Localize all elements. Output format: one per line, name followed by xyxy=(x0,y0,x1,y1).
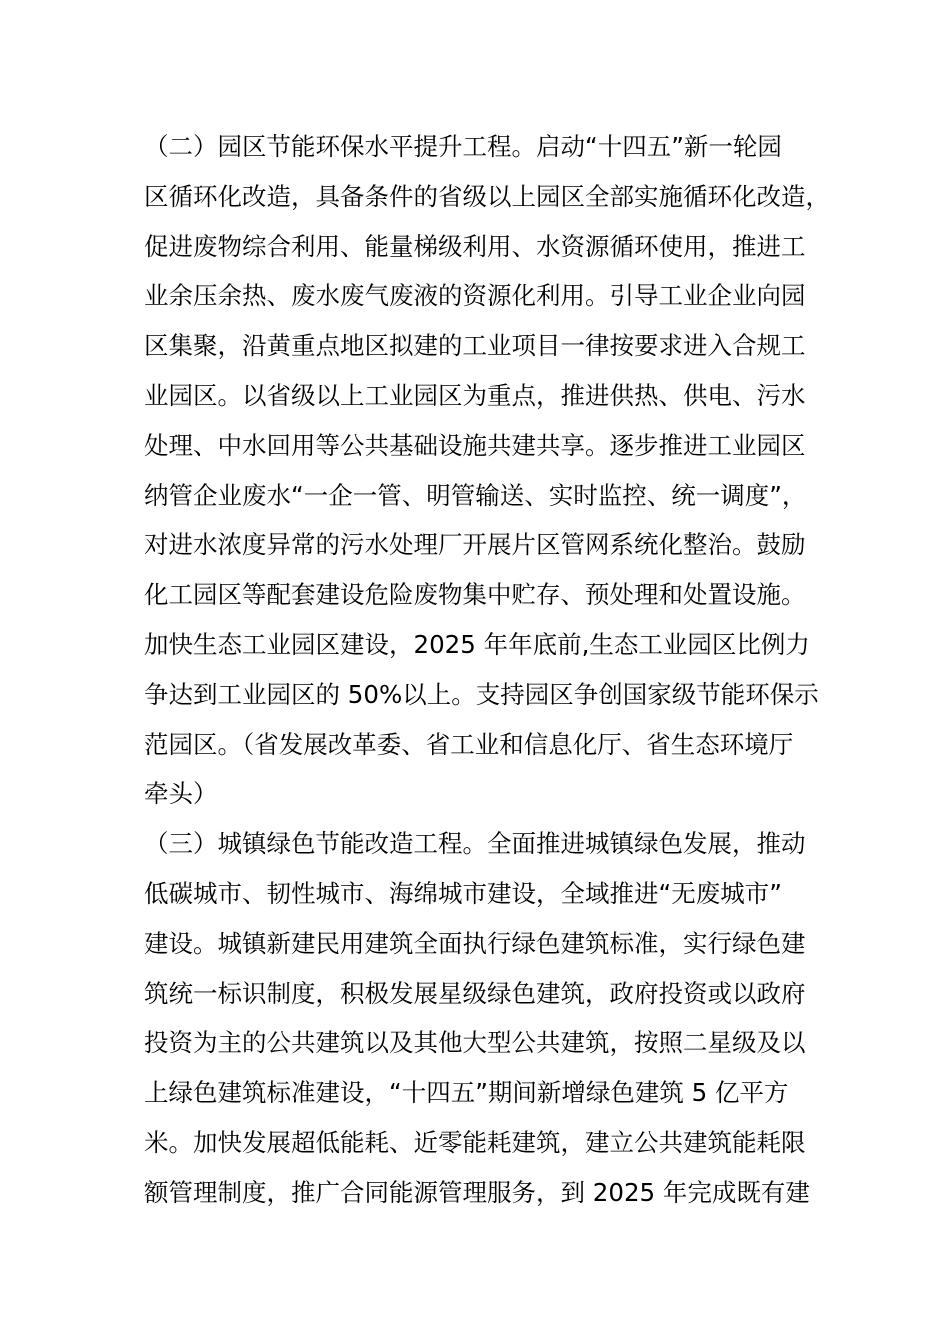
text-line: 区循环化改造，具备条件的省级以上园区全部实施循环化改造， xyxy=(144,181,830,211)
text-line: 低碳城市、韧性城市、海绵城市建设，全域推进“无废城市” xyxy=(144,878,782,908)
text-line: 促进废物综合利用、能量梯级利用、水资源循环使用，推进工 xyxy=(144,231,806,261)
text-line: 区集聚，沿黄重点地区拟建的工业项目一律按要求进入合规工 xyxy=(144,331,806,361)
text-line: 上绿色建筑标准建设，“十四五”期间新增绿色建筑 5 亿平方 xyxy=(144,1078,789,1108)
text-line: 业余压余热、废水废气废液的资源化利用。引导工业企业向园 xyxy=(144,281,806,311)
text-line: 米。加快发展超低能耗、近零能耗建筑，建立公共建筑能耗限 xyxy=(144,1127,806,1157)
text-line: 处理、中水回用等公共基础设施共建共享。逐步推进工业园区 xyxy=(144,430,806,460)
text-line: 筑统一标识制度，积极发展星级绿色建筑，政府投资或以政府 xyxy=(144,978,806,1008)
text-line: 额管理制度，推广合同能源管理服务，到 2025 年完成既有建 xyxy=(144,1177,810,1207)
text-line: 加快生态工业园区建设，2025 年年底前,生态工业园区比例力 xyxy=(144,629,810,659)
text-line: 建设。城镇新建民用建筑全面执行绿色建筑标准，实行绿色建 xyxy=(144,928,806,958)
text-line: （三）城镇绿色节能改造工程。全面推进城镇绿色发展，推动 xyxy=(144,829,806,859)
text-line: 牵头） xyxy=(144,779,218,809)
text-line: 纳管企业废水“一企一管、明管输送、实时监控、统一调度”， xyxy=(144,480,807,510)
text-line: 业园区。以省级以上工业园区为重点，推进供热、供电、污水 xyxy=(144,380,806,410)
body-text xyxy=(144,122,830,1218)
text-line: 投资为主的公共建筑以及其他大型公共建筑，按照二星级及以 xyxy=(144,1028,806,1058)
text-line: 范园区。（省发展改革委、省工业和信息化厅、省生态环境厅 xyxy=(144,729,794,759)
text-line: 对进水浓度异常的污水处理厂开展片区管网系统化整治。鼓励 xyxy=(144,530,806,560)
text-line: 争达到工业园区的 50%以上。支持园区争创国家级节能环保示 xyxy=(144,679,819,709)
text-line: （二）园区节能环保水平提升工程。启动“十四五”新一轮园 xyxy=(144,132,782,161)
text-line: 化工园区等配套建设危险废物集中贮存、预处理和处置设施。 xyxy=(144,580,806,610)
